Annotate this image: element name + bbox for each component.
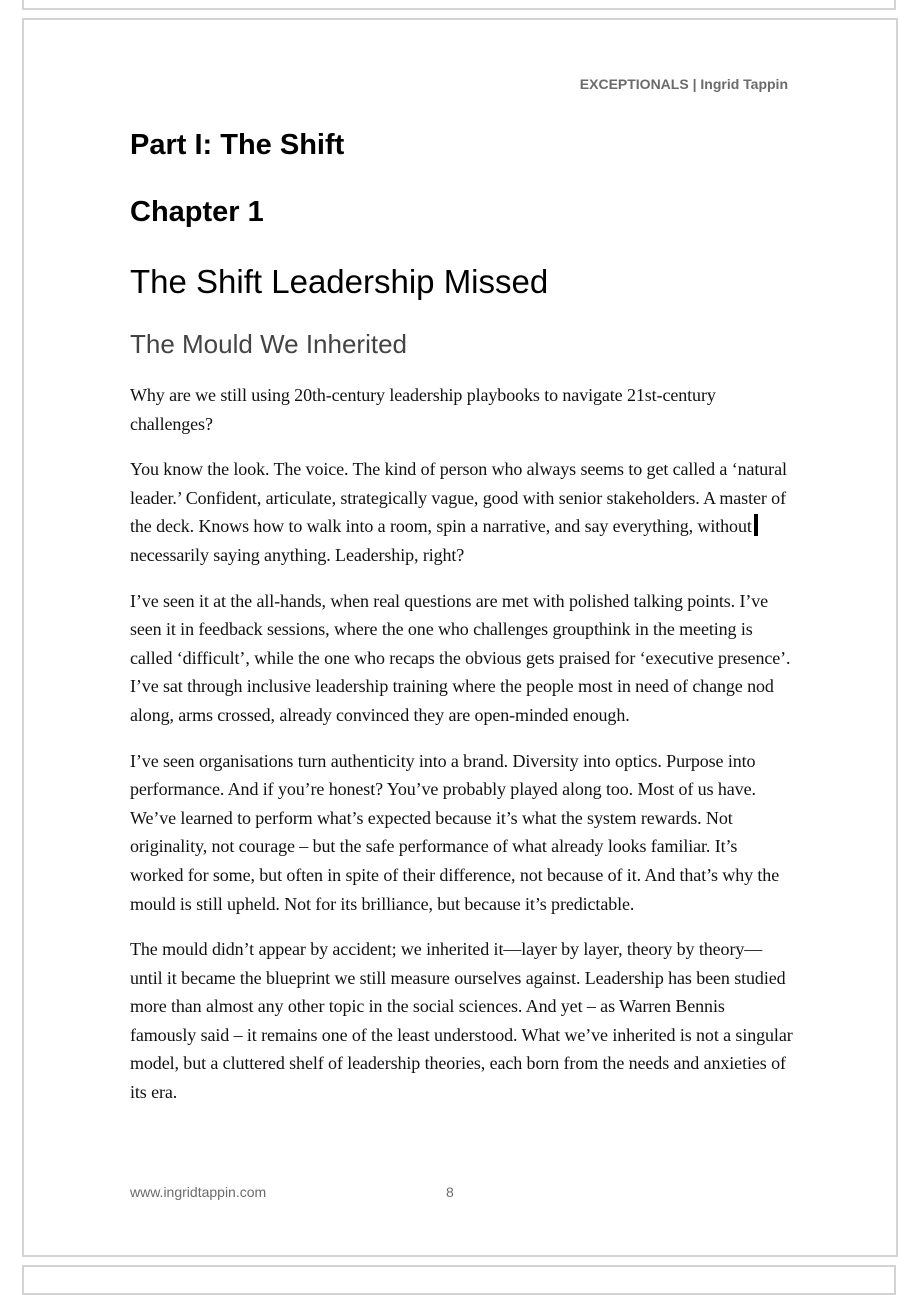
section-heading: The Mould We Inherited [130, 329, 407, 359]
text-cursor [754, 514, 758, 536]
paragraph-5[interactable]: The mould didn’t appear by accident; we inherited it—layer by layer, theory by theory—until it became the blueprint we still measure ourselves against. Leadership has been studied more than almost any other topic in the social sciences. And yet – as Warren Bennis famously said – it remains one of the least understood. What we’ve inherited is not a singular model, but a cluttered shelf of leadership theories, each born from the needs and anxieties of its era. [130, 939, 793, 1103]
paragraph-2-text-after-cursor: necessarily saying anything. Leadership, right? [130, 544, 465, 565]
page-content [130, 120, 794, 1124]
paragraph-3[interactable]: I’ve seen it at the all-hands, when real questions are met with polished talking points. I’ve seen it in feedback sessions, where the one who challenges groupthink in the meeting is called ‘difficult’, while the one who recaps the obvious gets praised for ‘executive presence’. I’ve sat through inclusive leadership training where the people most in need of change nod along, arms crossed, already convinced they are open-minded enough. [130, 590, 791, 725]
chapter-title: The Shift Leadership Missed [130, 263, 549, 300]
paragraph-1[interactable]: Why are we still using 20th-century leadership playbooks to navigate 21st-century challenges? [130, 385, 716, 434]
paragraph-4[interactable]: I’ve seen organisations turn authenticity into a brand. Diversity into optics. Purpose into performance. And if you’re honest? You’ve probably played along too. Most of us have. We’ve learned to perform what’s expected because it’s what the system rewards. Not originality, not courage – but the safe performance of what already looks familiar. It’s worked for some, but often in spite of their difference, not because of it. And that’s why the mould is still upheld. Not for its brilliance, but because it’s predictable. [130, 750, 780, 914]
part-heading: Part I: The Shift [130, 129, 345, 161]
next-page-edge [22, 1265, 896, 1295]
page-number: 8 [446, 1184, 454, 1200]
paragraph-2[interactable] [130, 455, 794, 569]
paragraph-2-text-before-cursor: You know the look. The voice. The kind of person who always seems to get called a ‘natural leader.’ Confident, articulate, strategically vague, good with senior stakeholders. A master of the deck. Knows how to walk into a room, spin a narrative, and say everything, without [130, 459, 787, 537]
previous-page-edge [22, 0, 896, 10]
chapter-heading: Chapter 1 [130, 196, 264, 228]
running-header: EXCEPTIONALS | Ingrid Tappin [579, 76, 788, 92]
document-page [22, 18, 898, 1257]
footer-website: www.ingridtappin.com [130, 1184, 267, 1200]
body-text[interactable] [130, 381, 794, 1107]
